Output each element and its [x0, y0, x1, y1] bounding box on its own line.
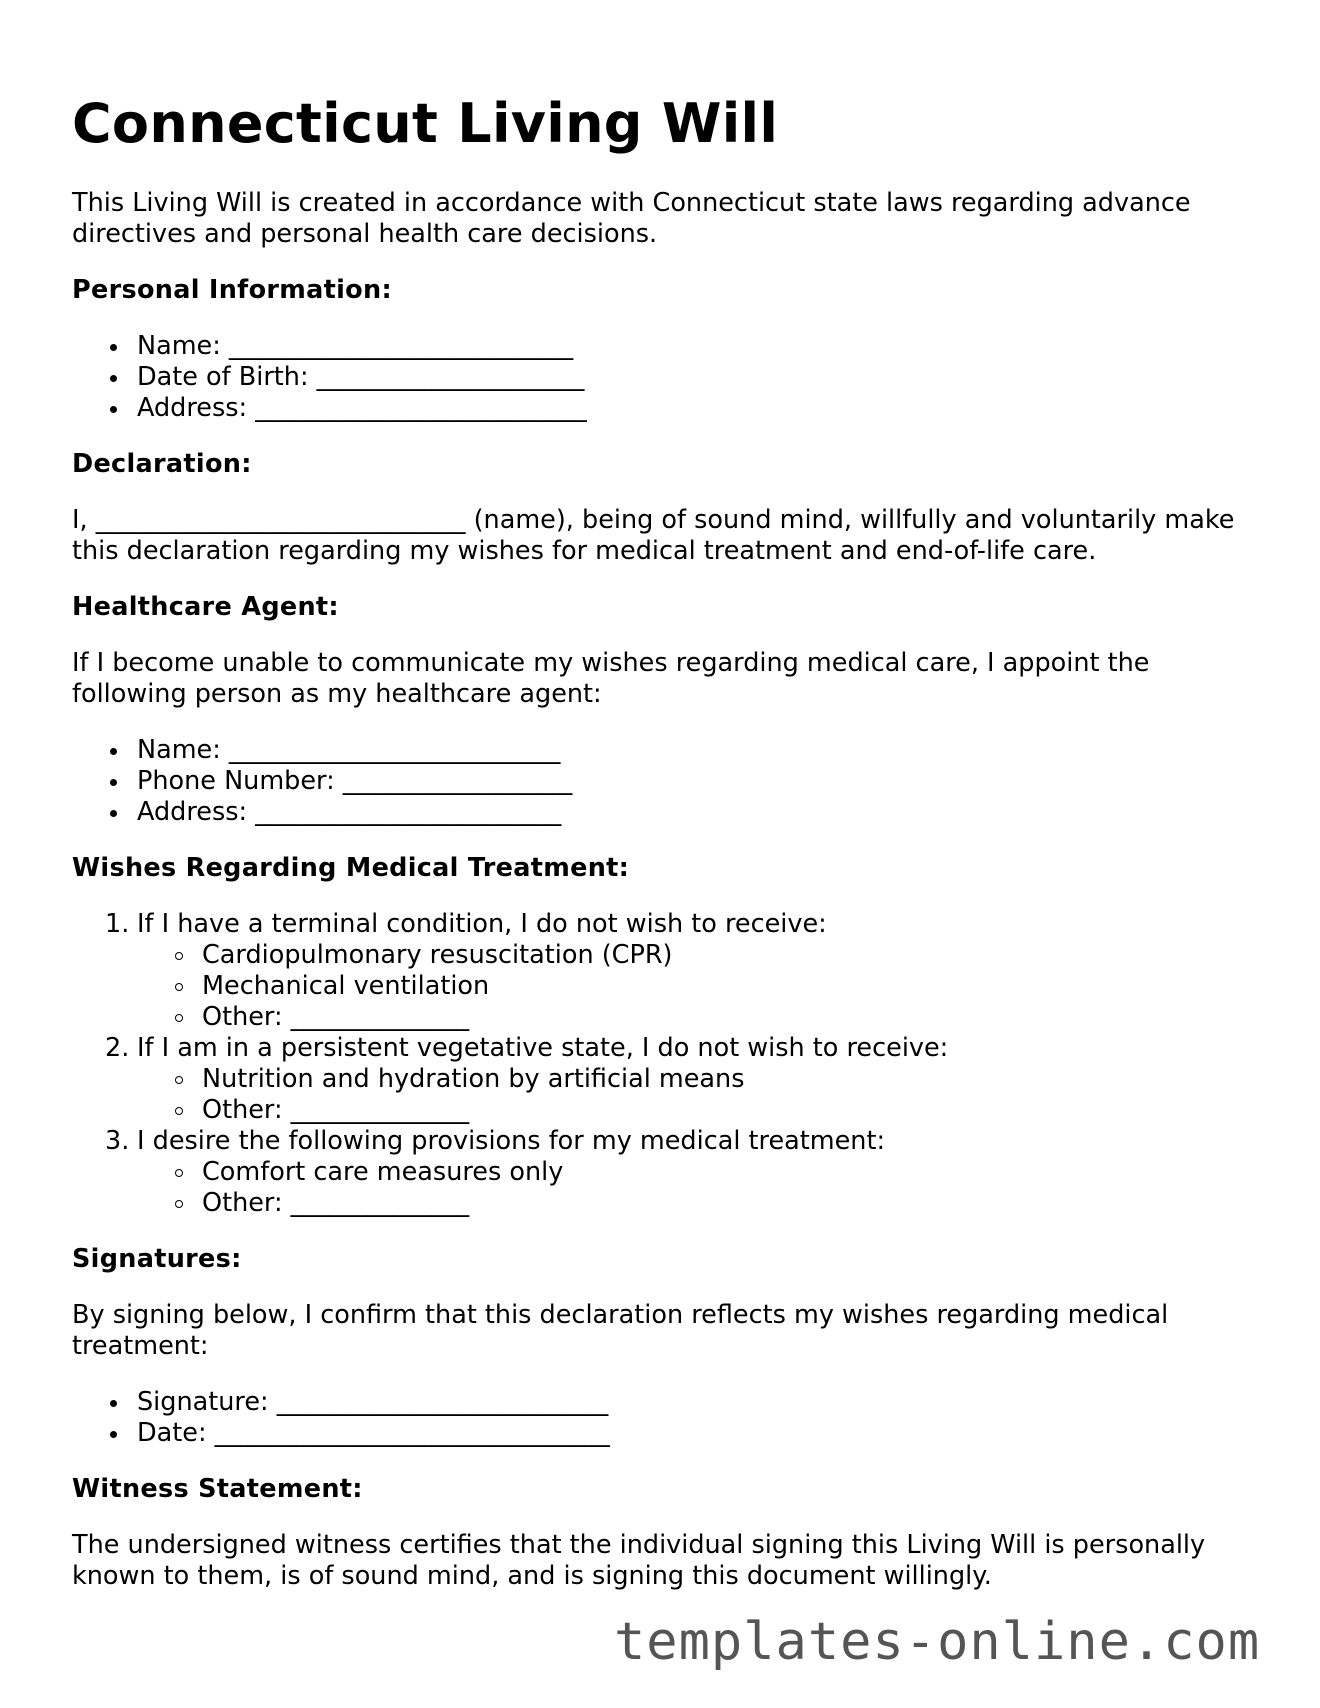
watermark: templates-online.com — [614, 1612, 1261, 1672]
list-number: 1. — [105, 909, 130, 939]
list-item: Signature: __________________________ — [72, 1387, 1252, 1418]
sub-list-item: Other: ______________ — [137, 1188, 1252, 1219]
sub-list — [137, 940, 1252, 1033]
list-item: Address: ________________________ — [72, 797, 1252, 828]
personal-info-heading: Personal Information: — [72, 275, 392, 305]
signatures-list — [72, 1387, 1252, 1449]
document-title: Connecticut Living Will — [72, 92, 779, 155]
list-item — [72, 1033, 1252, 1126]
healthcare-agent-heading: Healthcare Agent: — [72, 592, 339, 622]
document-page — [72, 0, 1252, 1592]
witness-heading: Witness Statement: — [72, 1474, 363, 1504]
list-item: Name: __________________________ — [72, 735, 1252, 766]
sub-list — [137, 1064, 1252, 1126]
sub-list-item: Nutrition and hydration by artificial means — [137, 1064, 1252, 1095]
sub-list — [137, 1157, 1252, 1219]
sub-list-item: Mechanical ventilation — [137, 971, 1252, 1002]
signatures-heading: Signatures: — [72, 1244, 242, 1274]
list-item: Name: ___________________________ — [72, 331, 1252, 362]
medical-wishes-list — [72, 909, 1252, 1219]
healthcare-agent-paragraph: If I become unable to communicate my wishes regarding medical care, I appoint the following person as my healthcare agent: — [72, 648, 1150, 709]
list-item: Date: _______________________________ — [72, 1418, 1252, 1449]
list-number: 3. — [105, 1126, 130, 1156]
list-item — [72, 909, 1252, 1033]
list-item: Date of Birth: _____________________ — [72, 362, 1252, 393]
medical-wishes-heading: Wishes Regarding Medical Treatment: — [72, 853, 630, 883]
declaration-heading: Declaration: — [72, 449, 252, 479]
personal-info-list — [72, 331, 1252, 424]
signatures-paragraph: By signing below, I confirm that this declaration reflects my wishes regarding medical treatment: — [72, 1300, 1169, 1361]
list-number: 2. — [105, 1033, 130, 1063]
list-item-text: I desire the following provisions for my medical treatment: — [137, 1126, 886, 1156]
list-item: Address: __________________________ — [72, 393, 1252, 424]
declaration-paragraph: I, _____________________________ (name), being of sound mind, willfully and voluntarily make this declaration regarding my wishes for medical treatment and end-of-life care. — [72, 505, 1235, 566]
sub-list-item: Other: ______________ — [137, 1002, 1252, 1033]
list-item — [72, 1126, 1252, 1219]
sub-list-item: Cardiopulmonary resuscitation (CPR) — [137, 940, 1252, 971]
intro-paragraph: This Living Will is created in accordance with Connecticut state laws regarding advance directives and personal health care decisions. — [72, 188, 1191, 249]
list-item-text: If I am in a persistent vegetative state, I do not wish to receive: — [137, 1033, 949, 1063]
list-item: Phone Number: __________________ — [72, 766, 1252, 797]
witness-paragraph: The undersigned witness certifies that the individual signing this Living Will is personally known to them, is of sound mind, and is signing this document willingly. — [72, 1530, 1206, 1591]
healthcare-agent-list — [72, 735, 1252, 828]
sub-list-item: Comfort care measures only — [137, 1157, 1252, 1188]
list-item-text: If I have a terminal condition, I do not wish to receive: — [137, 909, 827, 939]
sub-list-item: Other: ______________ — [137, 1095, 1252, 1126]
